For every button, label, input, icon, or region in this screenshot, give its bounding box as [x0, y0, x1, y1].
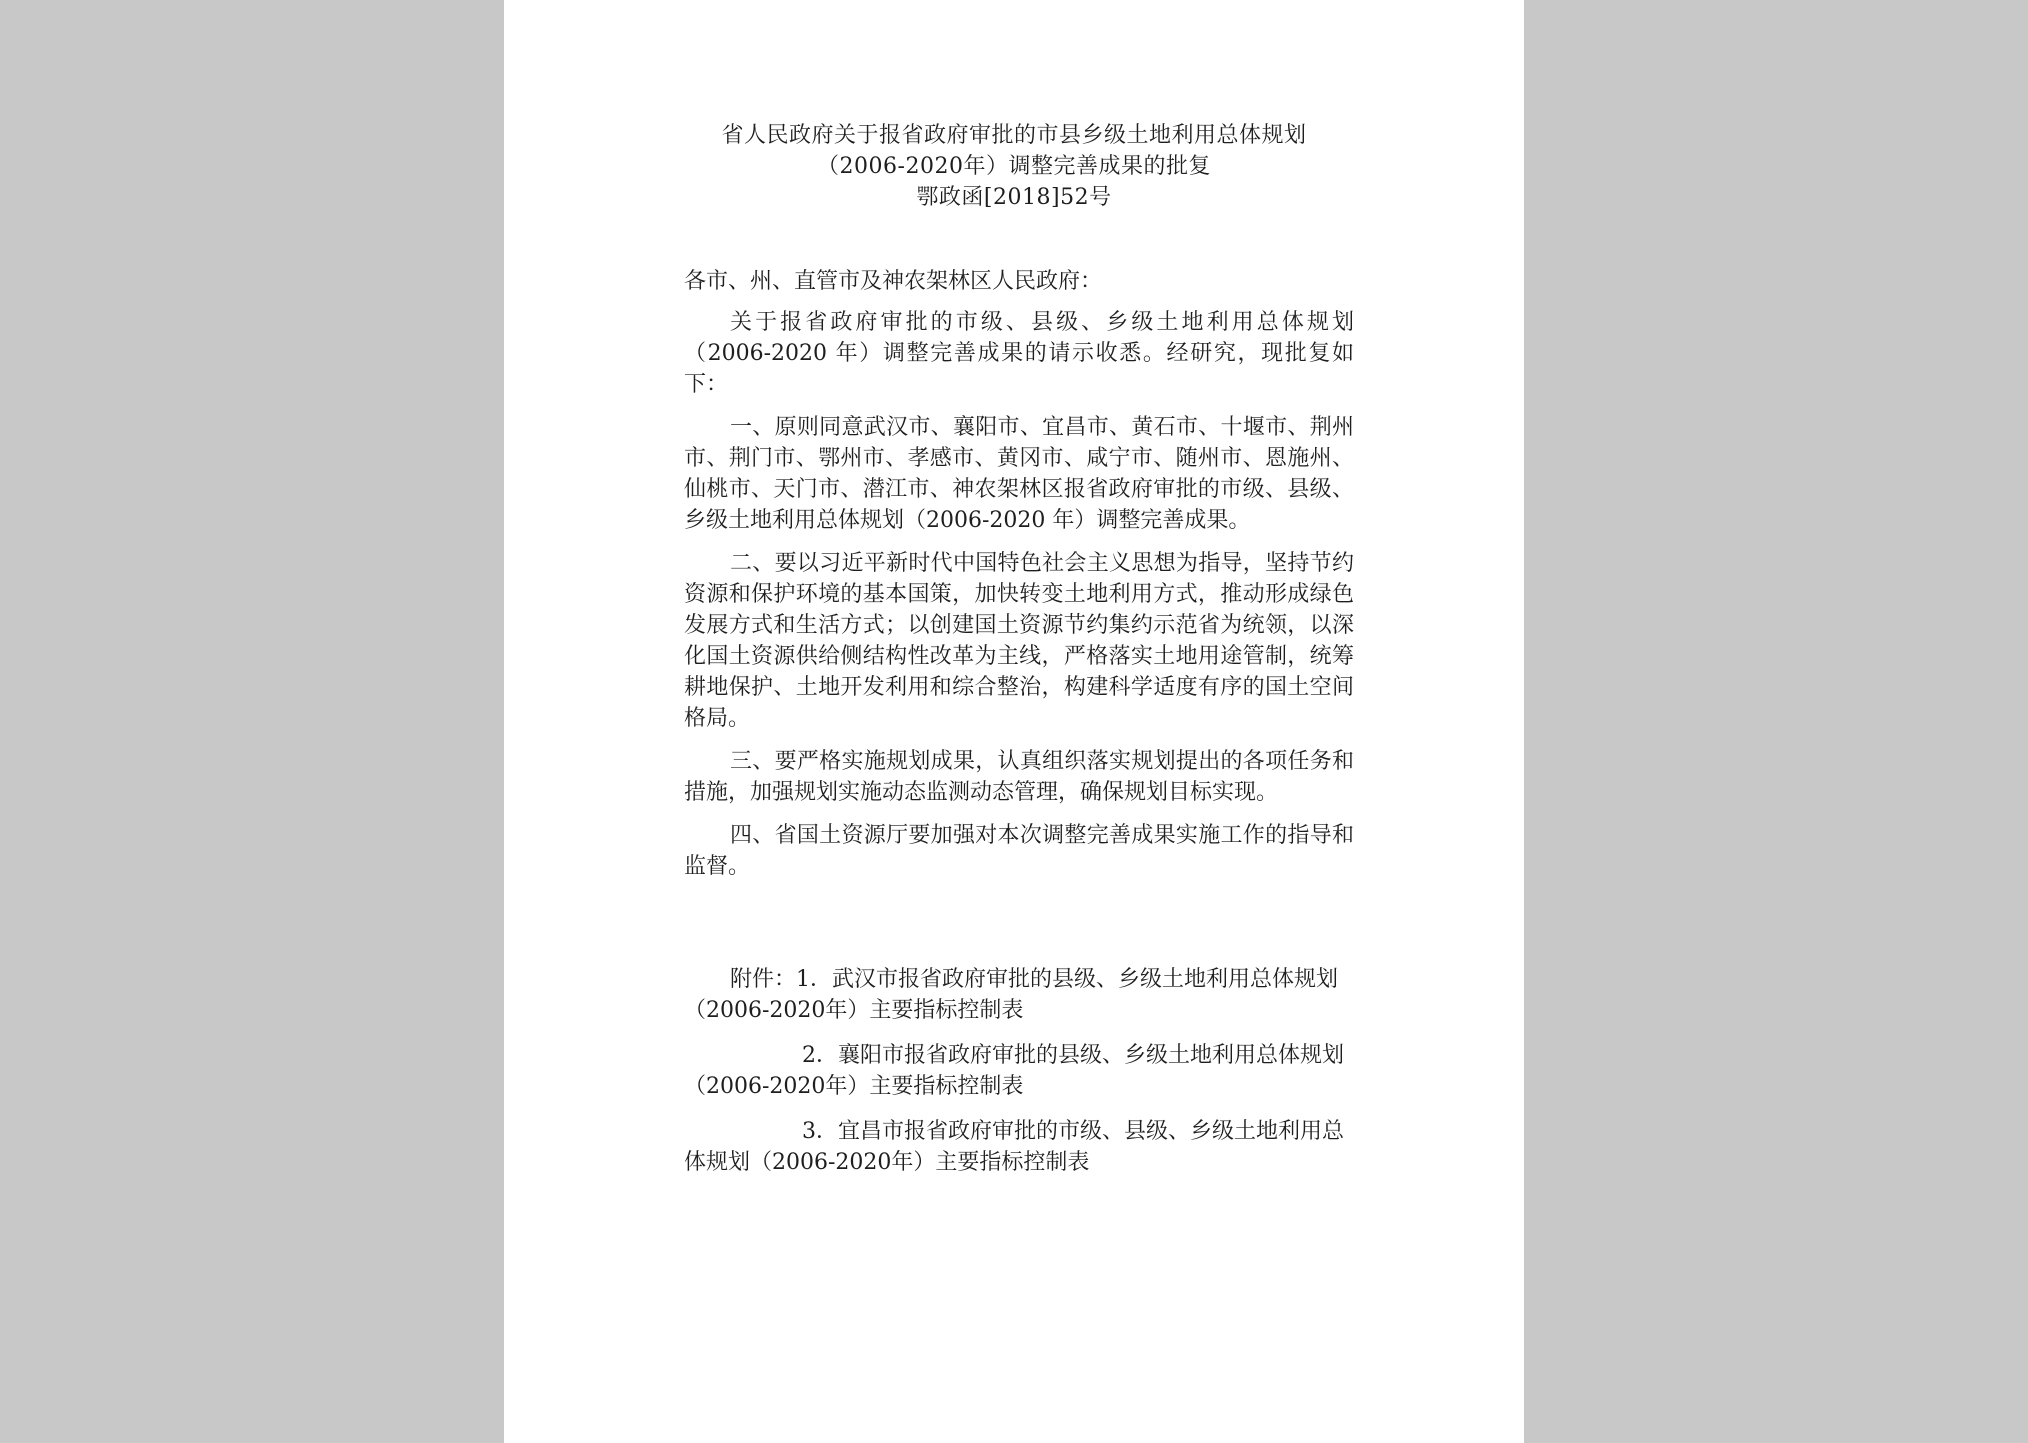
paragraph-item-4: 四、省国土资源厅要加强对本次调整完善成果实施工作的指导和监督。 [684, 823, 1354, 879]
viewer-background-right [1524, 0, 2028, 1443]
title-block [504, 120, 1524, 213]
document-body [684, 266, 1354, 1192]
document-page [504, 0, 1524, 1443]
viewer-background-left [0, 0, 504, 1443]
paragraph-item-2: 二、要以习近平新时代中国特色社会主义思想为指导，坚持节约资源和保护环境的基本国策，加快转变土地利用方式，推动形成绿色发展方式和生活方式；以创建国土资源节约集约示范省为统领，以深化国土资源供给侧结构性改革为主线，严格落实土地用途管制，统筹耕地保护、土地开发利用和综合整治，构建科学适度有序的国土空间格局。 [684, 551, 1354, 731]
document-number: 鄂政函[2018]52号 [916, 185, 1112, 210]
paragraph-item-3: 三、要严格实施规划成果，认真组织落实规划提出的各项任务和措施，加强规划实施动态监测动态管理，确保规划目标实现。 [684, 749, 1354, 805]
document-title-line-1: 省人民政府关于报省政府审批的市县乡级土地利用总体规划 [721, 123, 1307, 148]
document-title-line-2: （2006-2020年）调整完善成果的批复 [817, 154, 1211, 179]
attachment-item-2: 2．襄阳市报省政府审批的县级、乡级土地利用总体规划（2006-2020年）主要指标控制表 [684, 1043, 1344, 1099]
attachment-item-1: 附件：1．武汉市报省政府审批的县级、乡级土地利用总体规划（2006-2020年）主要指标控制表 [684, 967, 1338, 1023]
paragraph-intro: 关于报省政府审批的市级、县级、乡级土地利用总体规划（2006-2020 年）调整完善成果的请示收悉。经研究，现批复如下： [684, 310, 1354, 397]
salutation: 各市、州、直管市及神农架林区人民政府： [684, 269, 1103, 294]
section-spacer [684, 894, 1354, 964]
attachment-item-3: 3．宜昌市报省政府审批的市级、县级、乡级土地利用总体规划（2006-2020年）主要指标控制表 [684, 1119, 1344, 1175]
paragraph-item-1: 一、原则同意武汉市、襄阳市、宜昌市、黄石市、十堰市、荆州市、荆门市、鄂州市、孝感市、黄冈市、咸宁市、随州市、恩施州、仙桃市、天门市、潜江市、神农架林区报省政府审批的市级、县级、乡级土地利用总体规划（2006-2020 年）调整完善成果。 [684, 415, 1354, 533]
